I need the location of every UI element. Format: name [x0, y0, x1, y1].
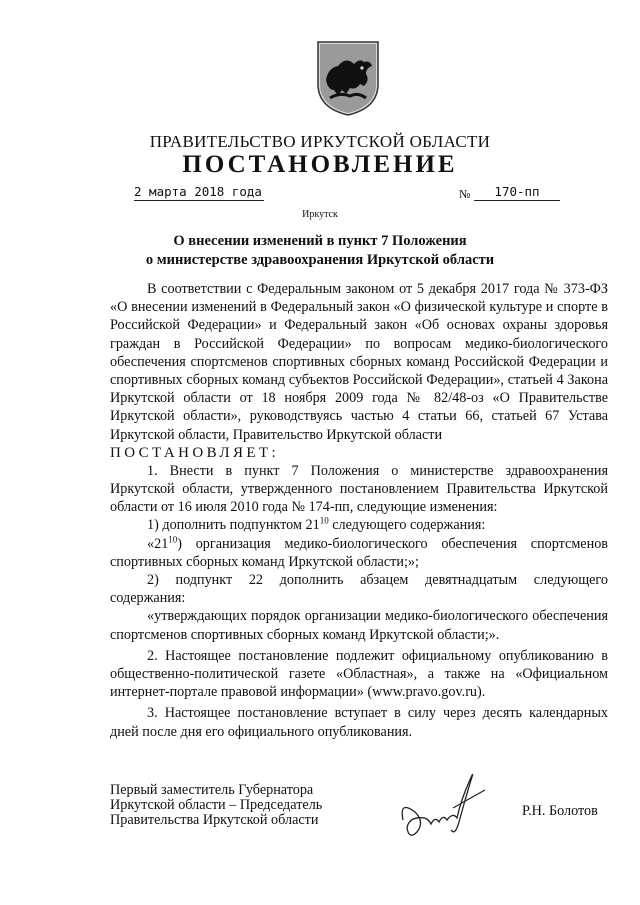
number-label: № — [459, 187, 471, 201]
government-name: ПРАВИТЕЛЬСТВО ИРКУТСКОЙ ОБЛАСТИ — [149, 132, 491, 151]
signer-name: Р.Н. Болотов — [522, 803, 598, 819]
item-1-subitem-2: 2) подпункт 22 дополнить абзацем девятнадцатым следующего содержания: — [110, 572, 608, 607]
quote-1: «$21^{10}$) организация медико-биологического обеспечения спортсменов спортивных сборных команд Иркутской области;»; — [110, 533, 608, 570]
city: Иркутск — [302, 209, 338, 220]
quote-2: «утверждающих порядок организации медико-биологического обеспечения спортсменов спортивных сборных команд Иркутской области;». — [110, 608, 608, 643]
item-1-subitem-1: 1) дополнить подпунктом $21^{10}$ следующего содержания: — [147, 515, 486, 534]
signer-position: Первый заместитель Губернатора Иркутской области – Председатель Правительства Иркутской области — [110, 782, 323, 828]
resolves-keyword: ПОСТАНОВЛЯЕТ: — [110, 444, 280, 461]
document-date: 2 марта 2018 года — [134, 184, 264, 201]
item-1: 1. Внести в пункт 7 Положения о министерстве здравоохранения Иркутской области, утвержденного постановлением Правительства Иркутской области от 16 июля 2010 года № 174-пп, следующие изменения: — [110, 462, 608, 516]
preamble: В соответствии с Федеральным законом от 5 декабря 2017 года № 373-ФЗ «О внесении изменений в Федеральный закон «О физической культуре и спорте в Российской Федерации» и Федеральный закон «Об основах охраны здоровья граждан в Российской Федерации» по вопросам медико-биологического обеспечения спортсменов спортивных сборных команд Российской Федерации и спортивных сборных команд субъектов Российской Федерации», статьей 4 Закона Иркутской области от 18 ноября 2009 года № 82/48-оз «О Правительстве Иркутской области», руководствуясь частью 4 статьи 66, статьей 67 Устава Иркутской области, Правительство Иркутской области — [110, 281, 608, 443]
document-number: 170-пп — [474, 184, 560, 201]
document-body — [110, 280, 608, 741]
title-line-1: О внесении изменений в пункт 7 Положения — [173, 233, 467, 249]
title-line-2: о министерстве здравоохранения Иркутской области — [145, 252, 495, 268]
coat-of-arms-icon — [316, 40, 380, 116]
handwritten-signature-icon — [395, 760, 495, 842]
item-3: 3. Настоящее постановление вступает в силу через десять календарных дней после дня его официального опубликования. — [110, 705, 608, 740]
document-title — [0, 232, 640, 270]
item-2: 2. Настоящее постановление подлежит официальному опубликованию в общественно-политической газете «Областная», а также на «Официальном интернет-портале правовой информации» (www.pravo.gov.ru). — [110, 647, 608, 701]
document-type: ПОСТАНОВЛЕНИЕ — [182, 151, 458, 178]
